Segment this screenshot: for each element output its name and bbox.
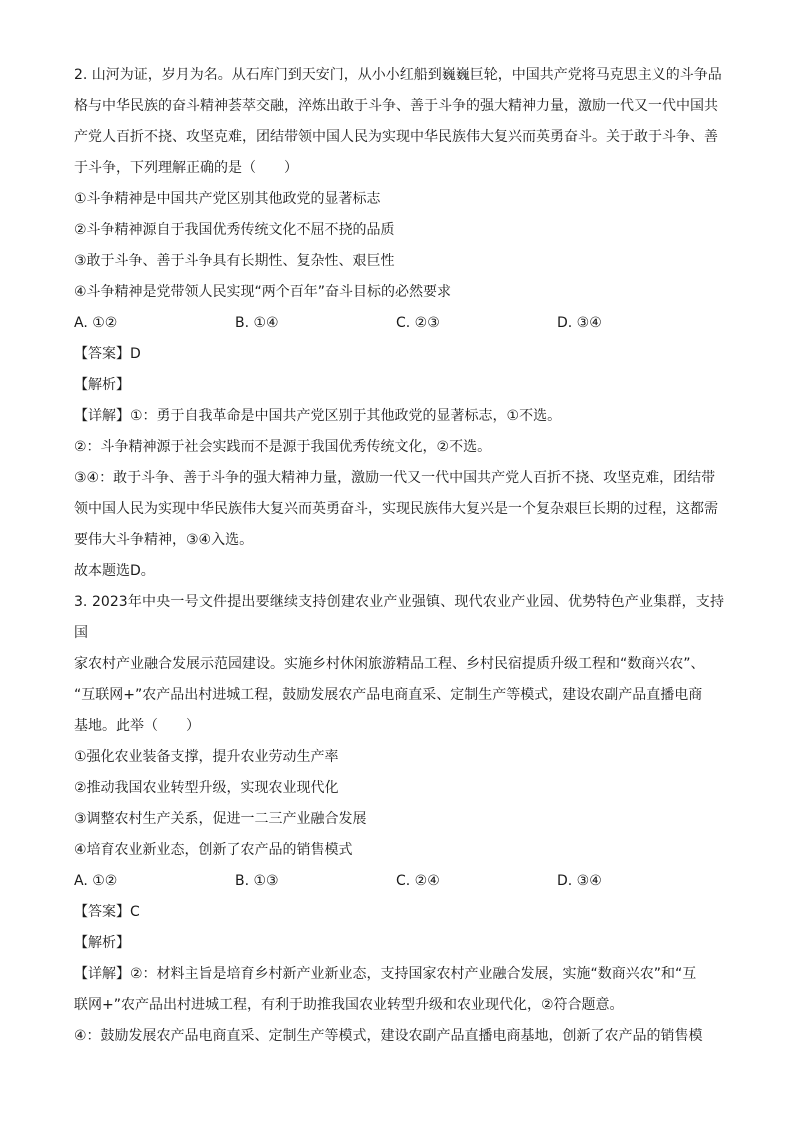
question-3	[74, 587, 724, 1052]
stem-line: 2. 山河为证，岁月为名。从石库门到天安门，从小小红船到巍巍巨轮，中国共产党将马克思主义的斗争品	[74, 67, 722, 83]
option-b: B. ①④	[235, 315, 279, 331]
answer-label: 【答案】C	[74, 904, 140, 920]
stem-line: 格与中华民族的奋斗精神荟萃交融，淬炼出敢于斗争、善于斗争的强大精神力量，激励一代又一代中国共	[74, 98, 718, 114]
statement-item: ④斗争精神是党带领人民实现“两个百年”奋斗目标的必然要求	[74, 284, 452, 300]
detail-line: 【详解】②：材料主旨是培育乡村新产业新业态，支持国家农村产业融合发展，实施“数商兴农”和“互	[74, 966, 697, 982]
detail-line: 联网+”农产品出村进城工程，有利于助推我国农业转型升级和农业现代化，②符合题意。	[74, 997, 624, 1013]
stem-line: “互联网+”农产品出村进城工程，鼓励发展农产品电商直采、定制生产等模式，建设农副产品直播电商	[74, 687, 703, 703]
document-content	[74, 60, 724, 1052]
detail-line: 【详解】①：勇于自我革命是中国共产党区别于其他政党的显著标志，①不选。	[74, 408, 562, 424]
question-2-detail	[74, 401, 724, 556]
option-a: A. ①②	[74, 315, 118, 331]
statement-item: ③调整农村生产关系，促进一二三产业融合发展	[74, 811, 367, 827]
statement-item: ②推动我国农业转型升级，实现农业现代化	[74, 780, 339, 796]
stem-line: 产党人百折不挠、攻坚克难，团结带领中国人民为实现中华民族伟大复兴而英勇奋斗。关于敢于斗争、善	[74, 129, 718, 145]
statement-item: ③敢于斗争、善于斗争具有长期性、复杂性、艰巨性	[74, 253, 395, 269]
detail-line: ②：斗争精神源于社会实践而不是源于我国优秀传统文化，②不选。	[74, 439, 492, 455]
conclusion: 故本题选D。	[74, 563, 155, 579]
option-d: D. ③④	[557, 315, 602, 331]
stem-line: 基地。此举（ ）	[74, 718, 200, 734]
question-2-options	[74, 308, 724, 339]
analysis-label: 【解析】	[74, 935, 130, 951]
stem-line: 3. 2023年中央一号文件提出要继续支持创建农业产业强镇、现代农业产业园、优势特色产业集群，支持国	[74, 594, 724, 641]
detail-line: ③④：敢于斗争、善于斗争的强大精神力量，激励一代又一代中国共产党人百折不挠、攻坚克难，团结带	[74, 470, 716, 486]
option-c: C. ②④	[396, 873, 440, 889]
question-3-items	[74, 742, 724, 866]
detail-line: ④：鼓励发展农产品电商直采、定制生产等模式，建设农副产品直播电商基地，创新了农产品的销售模	[74, 1028, 703, 1044]
option-a: A. ①②	[74, 873, 118, 889]
question-2-stem	[74, 60, 724, 184]
stem-line: 于斗争，下列理解正确的是（ ）	[74, 160, 298, 176]
detail-line: 领中国人民为实现中华民族伟大复兴而英勇奋斗，实现民族伟大复兴是一个复杂艰巨长期的过程，这都需	[74, 501, 718, 517]
statement-item: ①强化农业装备支撑，提升农业劳动生产率	[74, 749, 339, 765]
detail-line: 要伟大斗争精神，③④入选。	[74, 532, 254, 548]
statement-item: ②斗争精神源自于我国优秀传统文化不屈不挠的品质	[74, 222, 395, 238]
question-3-stem	[74, 587, 724, 742]
question-3-detail	[74, 959, 724, 1052]
question-2	[74, 60, 724, 587]
question-3-options	[74, 866, 724, 897]
option-c: C. ②③	[396, 315, 440, 331]
option-b: B. ①③	[235, 873, 279, 889]
stem-line: 家农村产业融合发展示范园建设。实施乡村休闲旅游精品工程、乡村民宿提质升级工程和“数商兴农”、	[74, 656, 705, 672]
statement-item: ④培育农业新业态，创新了农产品的销售模式	[74, 842, 353, 858]
option-d: D. ③④	[557, 873, 602, 889]
analysis-label: 【解析】	[74, 377, 130, 393]
statement-item: ①斗争精神是中国共产党区别其他政党的显著标志	[74, 191, 381, 207]
answer-label: 【答案】D	[74, 346, 141, 362]
question-2-items	[74, 184, 724, 308]
